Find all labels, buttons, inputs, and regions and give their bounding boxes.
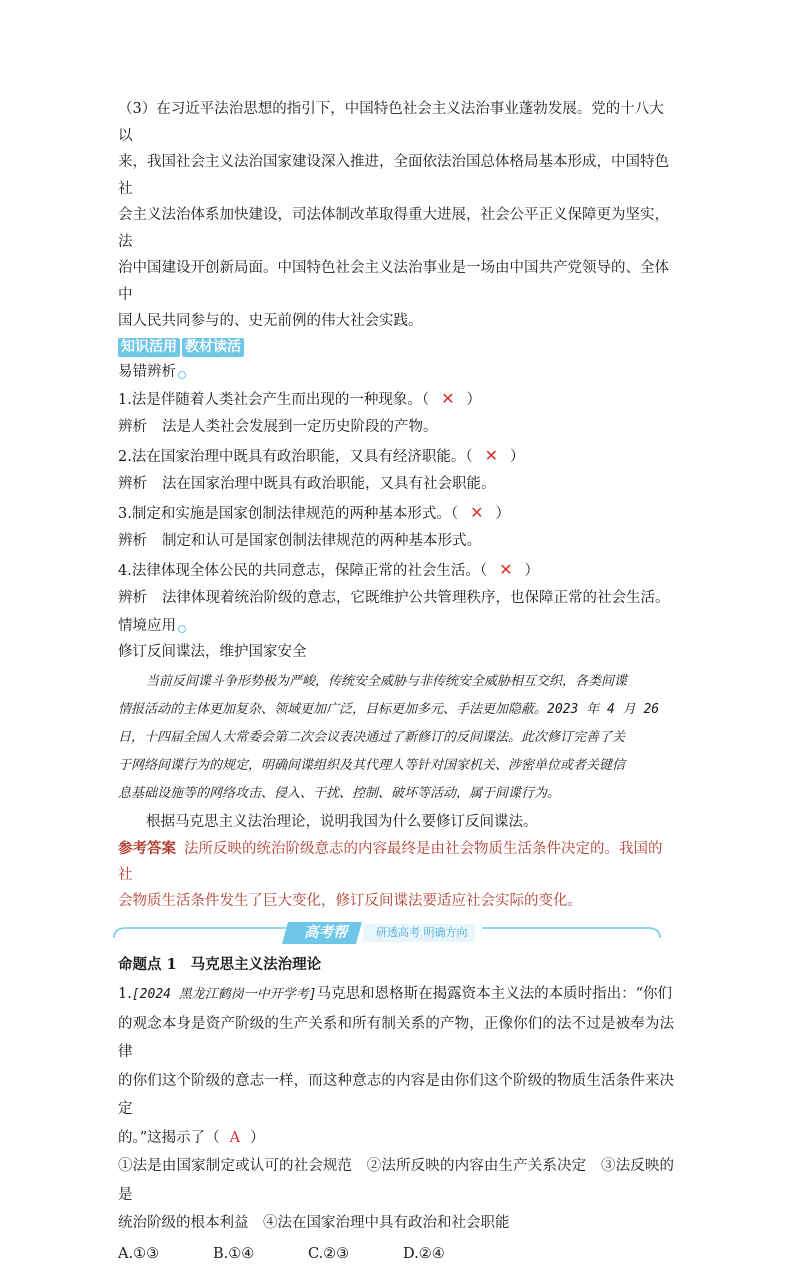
cross-mark-icon: ✕ [470,502,484,522]
statement-text: 3.制定和实施是国家创制法律规范的两种基本形式。（ [118,505,459,522]
qingjing-question [118,808,674,836]
answer-text: 法所反映的统治阶级意志的内容最终是由社会物质生活条件决定的。我国的社 [118,841,663,883]
circle-dot-icon [178,625,186,633]
yicuo-explanation [118,585,674,613]
reference-answer [118,836,674,914]
intro-line: 会主义法治体系加快建设，司法体制改革取得重大进展，社会公平正义保障更为坚实，法 [118,207,669,250]
yicuo-statement [118,556,674,586]
q1-number: 1. [118,986,132,1002]
bianxi-label: 辨析 [118,476,147,492]
yicuo-item [118,385,674,442]
gaokao-banner [118,918,674,948]
option-b[interactable]: B.①④ [213,1245,255,1262]
cross-mark-icon: ✕ [441,388,455,408]
mingti-heading [118,952,674,978]
tag-textbook-reading: 教材读活 [182,338,244,357]
paren-close: ） [510,448,525,465]
material-line: 息基础设施等的网络攻击、侵入、干扰、控制、破坏等活动，属于间谍行为。 [118,786,561,801]
paren-close: ） [524,562,539,579]
yicuo-statement [118,385,674,415]
content [118,96,674,1268]
mingti-label: 命题点 1 [118,956,177,973]
intro-line: 治中国建设开创新局面。中国特色社会主义法治事业是一场由中国共产党领导的、全体中 [118,260,669,303]
yicuo-statement [118,499,674,529]
q1-line: 的你们这个阶级的意志一样，而这种意志的内容是由你们这个阶级的物质生活条件来决定 [118,1072,674,1117]
paren-close: ） [495,505,510,522]
cross-mark-icon: ✕ [499,559,513,579]
qingjing-title: 修订反间谍法，维护国家安全 [118,643,307,660]
q1-statements: 统治阶级的根本利益 ④法在国家治理中具有政治和社会职能 [118,1215,510,1231]
explanation-text: 法是人类社会发展到一定历史阶段的产物。 [162,419,438,435]
statement-text: 2.法在国家治理中既具有政治职能，又具有经济职能。（ [118,448,473,465]
yicuo-statement [118,442,674,472]
explanation-text: 法在国家治理中既具有政治职能，又具有社会职能。 [162,476,496,492]
material-line: 于网络间谍行为的规定，明确间谍组织及其代理人等针对国家机关、涉密单位或者关键信 [118,758,626,773]
material-line [118,668,674,696]
qingjing-heading [118,613,674,639]
yicuo-heading [118,359,674,385]
mingti-title: 马克思主义法治理论 [190,956,322,973]
option-a[interactable]: A.①③ [118,1245,160,1262]
yicuo-explanation [118,414,674,442]
statement-text: 1.法是伴随着人类社会产生而出现的一种现象。（ [118,391,430,408]
answer-line: 会物质生活条件发生了巨大变化，修订反间谍法要适应社会实际的变化。 [118,893,582,909]
q1-line [118,980,674,1010]
statement-text: 4.法律体现全体公民的共同意志，保障正常的社会生活。（ [118,562,488,579]
q1-text: 马克思和恩格斯在揭露资本主义法的本质时指出：“你们 [316,986,673,1002]
material-text: 当前反间谍斗争形势极为严峻，传统安全威胁与非传统安全威胁相互交织，各类间谍 [146,674,628,689]
q1-line [118,1124,674,1153]
yicuo-item [118,442,674,499]
question-text: 根据马克思主义法治理论，说明我国为什么要修订反间谍法。 [146,814,538,830]
intro-paragraph [118,96,674,335]
option-c[interactable]: C.②③ [308,1245,350,1262]
material-line: 日，十四届全国人大常委会第二次会议表决通过了新修订的反间谍法。此次修订完善了关 [118,730,626,745]
explanation-text: 法律体现着统治阶级的意志，它既维护公共管理秩序，也保障正常的社会生活。 [162,590,670,606]
option-d[interactable]: D.②④ [403,1245,445,1262]
q1-statements: ①法是由国家制定或认可的社会规范 ②法所反映的内容由生产关系决定 ③法反映的是 [118,1158,674,1203]
intro-line: 来，我国社会主义法治国家建设深入推进，全面依法治国总体格局基本形成，中国特色社 [118,154,669,197]
q1-source: [2024 黑龙江鹤岗一中开学考] [131,987,317,1002]
banner-title: 高考帮 [304,925,348,941]
material-block [118,668,674,808]
paren-close: ） [250,1129,265,1146]
banner-subtitle: 研透高考 明确方向 [376,926,468,939]
section-tags [118,337,674,359]
explanation-text: 制定和认可是国家创制法律规范的两种基本形式。 [162,533,481,549]
material-line: 情报活动的主体更加复杂、领域更加广泛，目标更加多元、手法更加隐蔽。2023 年 4 月 26 [118,702,660,717]
bianxi-label: 辨析 [118,419,147,435]
yicuo-explanation [118,528,674,556]
tag-knowledge-application: 知识活用 [118,338,180,357]
paren-close: ） [466,391,481,408]
yicuo-explanation [118,471,674,499]
bianxi-label: 辨析 [118,533,147,549]
qingjing-heading-text: 情境应用 [118,617,176,634]
answer-label: 参考答案 [118,840,176,857]
cross-mark-icon: ✕ [484,445,498,465]
yicuo-item [118,499,674,556]
q1-line: 的观念本身是资产阶级的生产关系和所有制关系的产物，正像你们的法不过是被奉为法律 [118,1015,674,1060]
intro-line: （3）在习近平法治思想的指引下，中国特色社会主义法治事业蓬勃发展。党的十八大以 [118,101,664,144]
q1-options [118,1240,674,1268]
intro-line: 国人民共同参与的、史无前例的伟大社会实践。 [118,313,423,329]
bianxi-label: 辨析 [118,590,147,606]
circle-dot-icon [178,371,186,379]
q1-text: 的。”这揭示了（ [118,1129,220,1146]
answer-line [118,836,674,888]
yicuo-heading-text: 易错辨析 [118,363,176,380]
q1-answer: A [229,1129,241,1146]
question-1 [118,980,674,1268]
yicuo-item [118,556,674,613]
